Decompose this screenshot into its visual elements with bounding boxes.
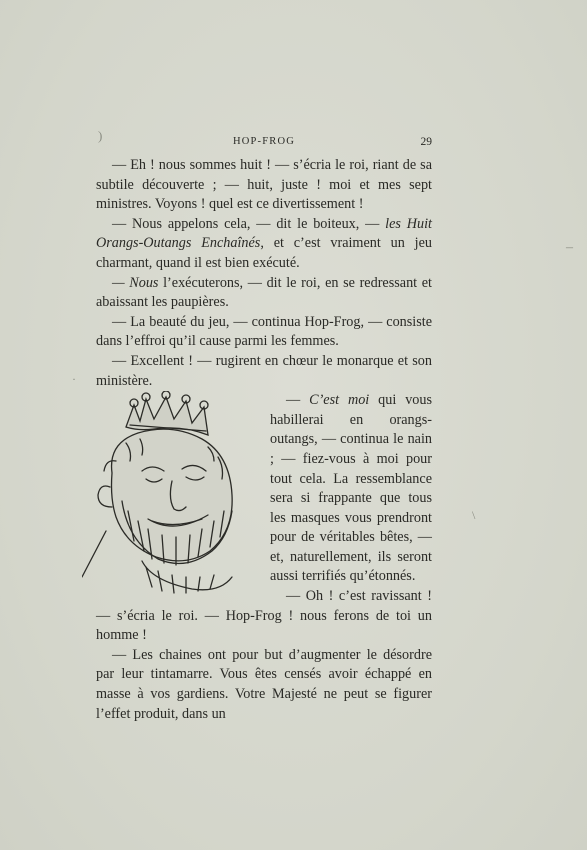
body-text xyxy=(96,156,432,724)
text-run: , et c’est vraiment un jeu charmant, quand il est bien exécuté. xyxy=(96,235,432,271)
paragraph: — Les chaines ont pour but d’augmenter le désordre par leur tintamarre. Vous êtes censés avoir échappé en masse à vos gardiens. Votre Majesté ne peut se figurer l’effet produit, dans un xyxy=(96,646,432,722)
margin-mark: ) xyxy=(98,128,103,143)
paragraph xyxy=(96,215,432,274)
paragraph: — Excellent ! — rugirent en chœur le monarque et son ministère. xyxy=(96,352,432,389)
italic-run: C’est moi xyxy=(309,392,370,409)
italic-word: Nous xyxy=(129,274,159,291)
margin-mark: \ xyxy=(472,508,476,522)
paragraph: — Oh ! c’est ravissant ! — s’écria le roi. — Hop-Frog ! nous ferons de toi un homme ! xyxy=(96,588,432,644)
paragraph: — Eh ! nous sommes huit ! — s’écria le roi, riant de sa subtile découverte ; — huit, juste ! moi et mes sept ministres. Voyons ! quel est ce divertissement ! xyxy=(96,157,432,213)
margin-mark: · xyxy=(72,372,76,386)
running-title: HOP-FROG xyxy=(232,136,296,147)
paragraph: — La beauté du jeu, — continua Hop-Frog, — consiste dans l’effroi qu’il cause parmi les femmes. xyxy=(96,313,432,350)
italic-run: les Huit Orangs-Outangs Enchaînés xyxy=(96,215,432,252)
text-run: — Nous appelons cela, — dit le boiteux, — xyxy=(112,215,386,232)
italic-run: — Nous xyxy=(112,274,159,291)
text-run: l’exécuterons, — dit le roi, en se redressant et abaissant les paupières. xyxy=(96,274,432,311)
running-head xyxy=(96,136,432,154)
page-number: 29 xyxy=(420,136,432,148)
king-head-icon xyxy=(82,391,268,597)
king-illustration xyxy=(96,391,268,597)
margin-mark: ‒ xyxy=(566,240,573,255)
paragraph: — C’est moi qui vous habillerai en orangs-outangs, — continua le nain ; — fiez-vous à moi pour tout cela. La ressemblance sera si frappante que tous les masques vous prendront pour de véritables bêtes, — et, naturellement, ils seront aussi terrifiés qu’étonnés. xyxy=(270,392,433,585)
text-run: qui vous habillerai en orangs-outangs, — continua le nain ; — fiez-vous à moi pour tout cela. La ressemblance sera si frappante que tous les masques vous prendront pour de véritables bêtes, — et, naturellement, ils seront aussi terrifiés qu’étonnés. xyxy=(270,392,433,585)
paragraph xyxy=(96,274,432,313)
